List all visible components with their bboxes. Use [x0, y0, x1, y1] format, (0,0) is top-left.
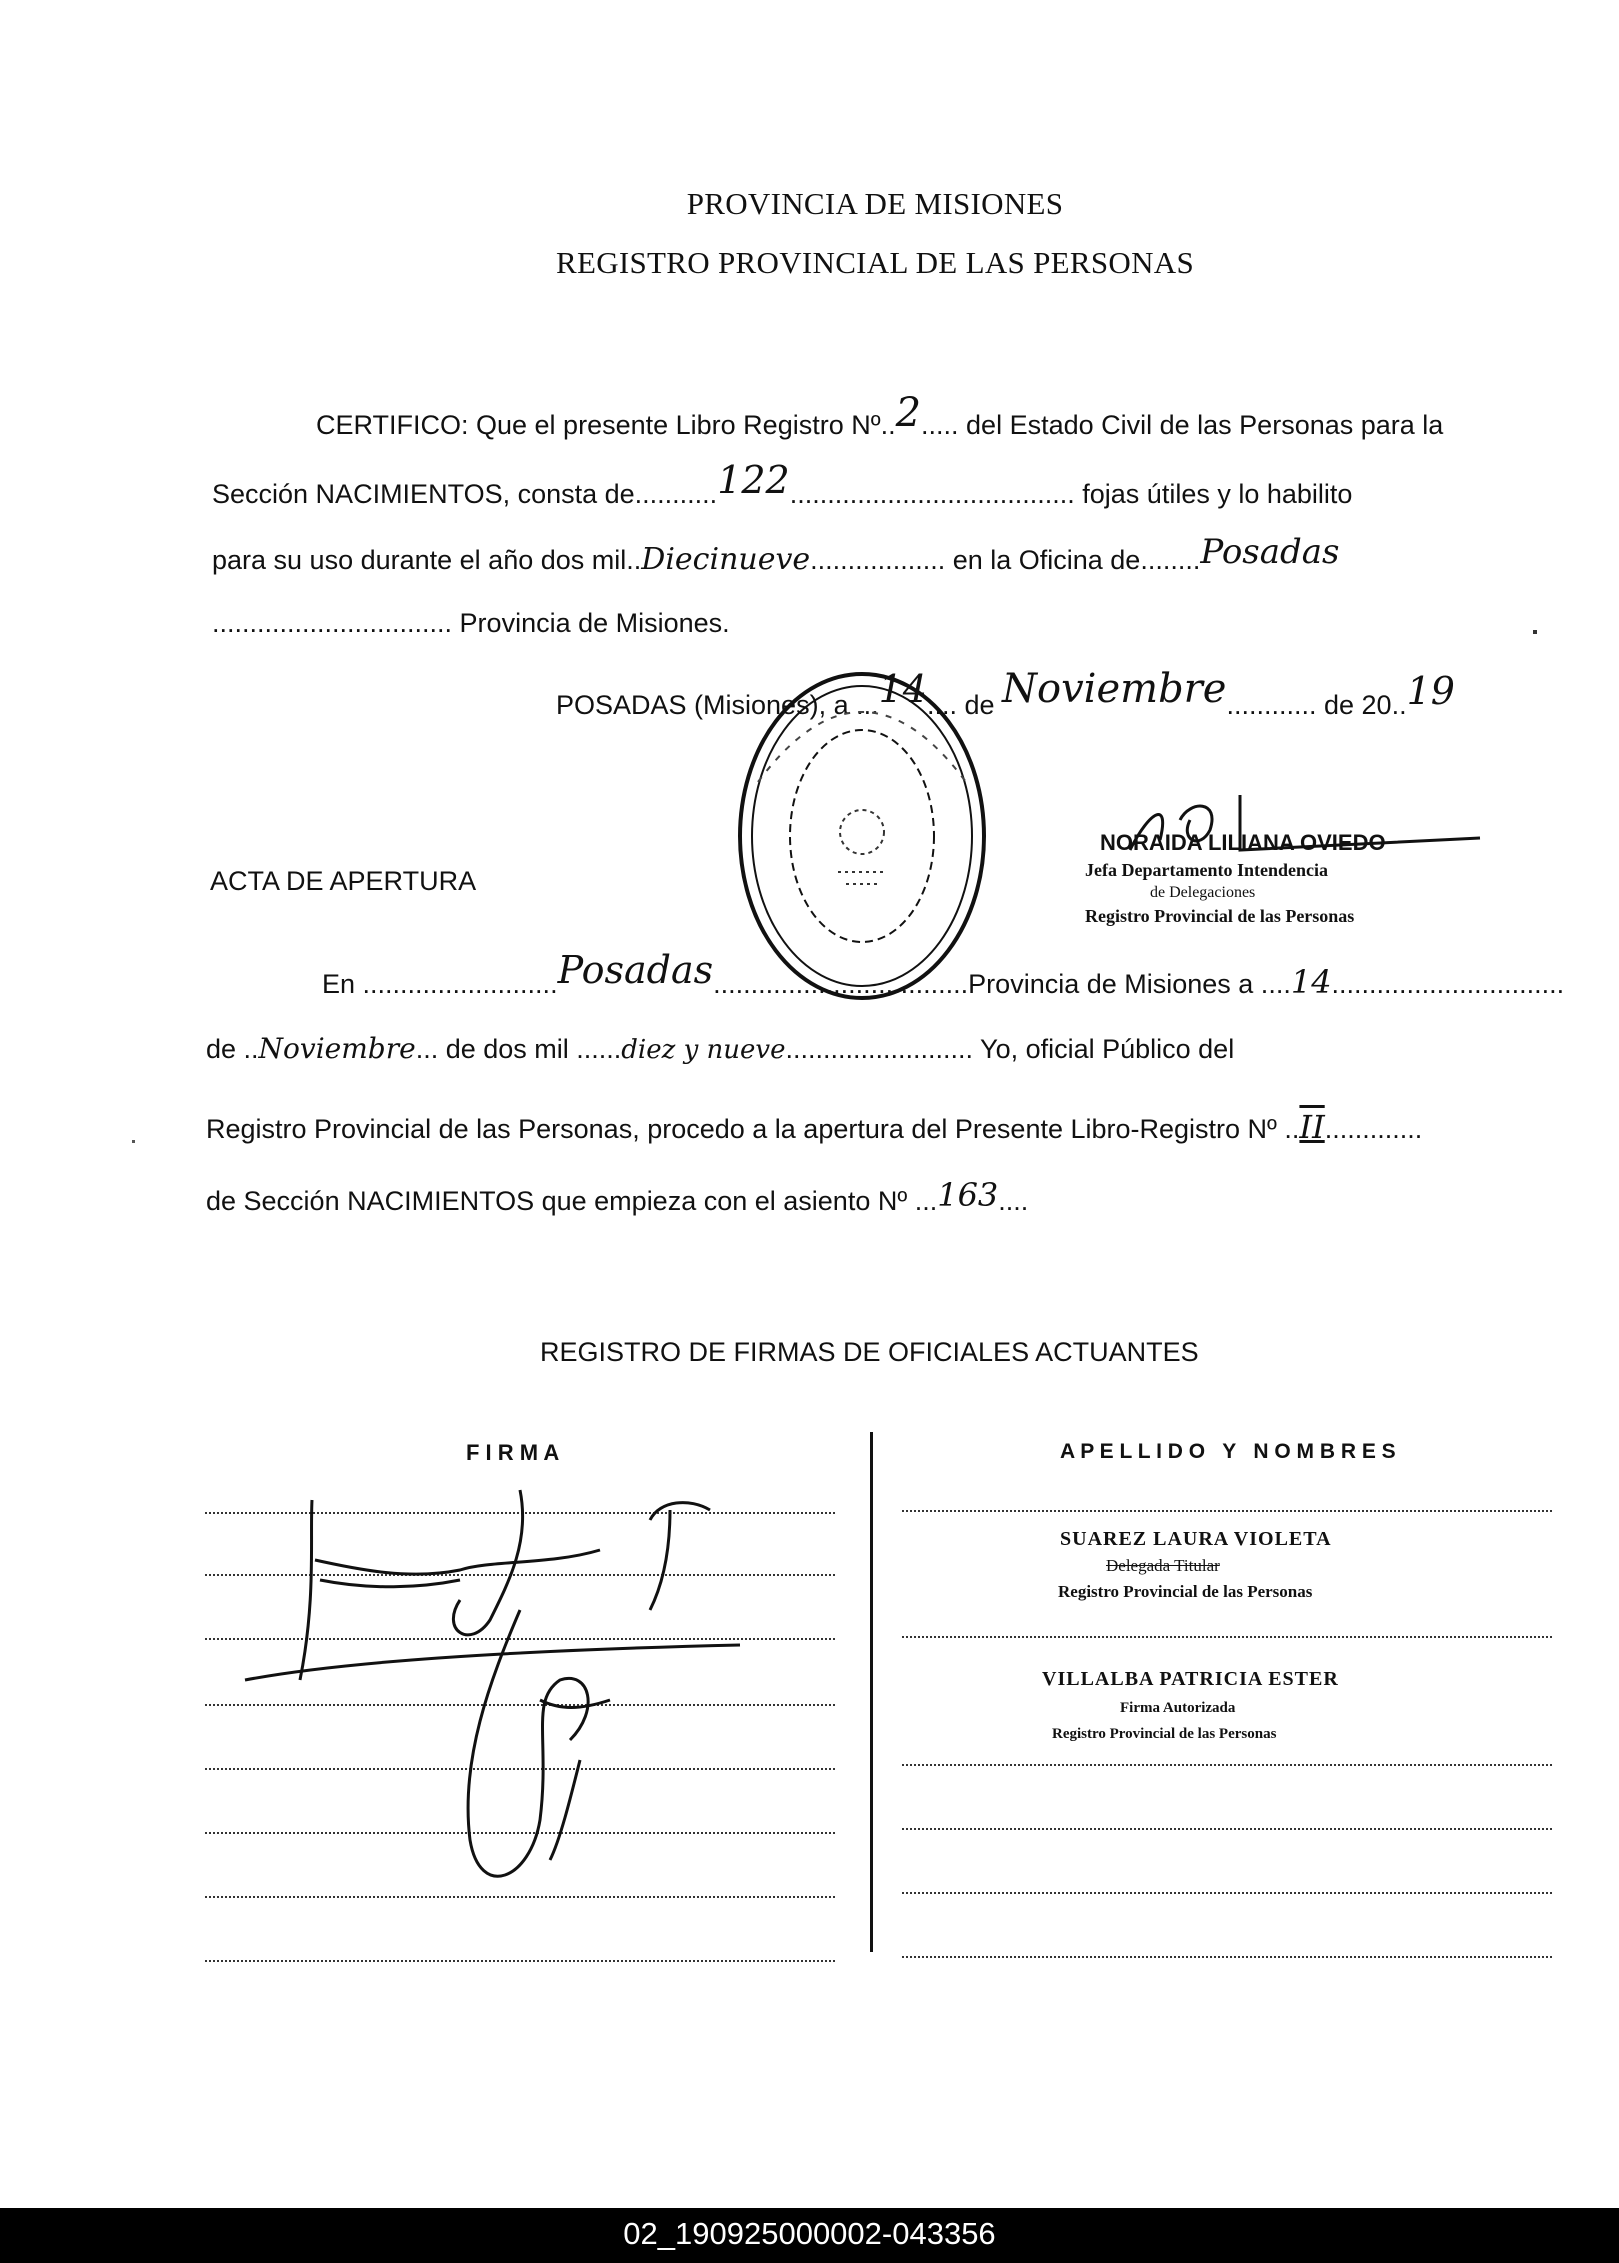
handwritten-month: Noviembre [1002, 666, 1227, 712]
acta-line-2-text-a: de .. [206, 1034, 259, 1064]
handwritten-asiento: 163 [937, 1176, 999, 1214]
acta-line-4-text-a: de Sección NACIMIENTOS que empieza con el asiento Nº ... [206, 1186, 938, 1216]
handwritten-acta-year: diez y nueve [621, 1035, 786, 1065]
cert-line-5-text-c: ............ de 20.. [1226, 690, 1407, 720]
column-divider [870, 1432, 873, 1952]
handwritten-year: 19 [1406, 669, 1455, 713]
cert-line-5-text-b: .... de [926, 690, 1002, 720]
official-1-registro: Registro Provincial de las Personas [1058, 1582, 1313, 1601]
apellido-rule-5 [902, 1892, 1552, 1894]
footer-code: 02_190925000002-043356 [623, 2216, 996, 2251]
cert-line-1 [316, 390, 1444, 444]
official-2-name: VILLALBA PATRICIA ESTER [1042, 1668, 1339, 1690]
handwritten-year-word: Diecinueve [641, 542, 811, 577]
cert-line-1-text-a: CERTIFICO: Que el presente Libro Registro Nº.. [316, 410, 896, 440]
cert-line-3-text-a: para su uso durante el año dos mil.. [212, 545, 642, 575]
cert-line-3-text-b: .................. en la Oficina de........ [810, 545, 1201, 575]
official-1-cargo: Delegada Titular [1106, 1556, 1220, 1575]
acta-line-4-text-b: .... [998, 1186, 1029, 1216]
firma-rule-8 [205, 1960, 835, 1962]
apellido-rule-6 [902, 1956, 1552, 1958]
signer-cargo-3: Registro Provincial de las Personas [1085, 906, 1355, 926]
acta-line-3-text-b: ............. [1324, 1114, 1423, 1144]
signer-cargo-1: Jefa Departamento Intendencia [1085, 860, 1328, 880]
signer-cargo-2: de Delegaciones [1150, 884, 1256, 901]
acta-line-1-text-c: ............................... [1331, 969, 1565, 999]
handwritten-acta-libro: II [1299, 1108, 1325, 1146]
handwritten-fojas: 122 [717, 458, 790, 502]
official-2-cargo: Firma Autorizada [1120, 1700, 1236, 1716]
handwritten-libro-number: 2 [895, 390, 922, 436]
acta-line-1 [322, 948, 1565, 1002]
handwritten-acta-month: Noviembre [258, 1032, 416, 1065]
signatures-firma [230, 1480, 770, 1900]
acta-line-3 [206, 1108, 1422, 1146]
acta-line-1-text-a: En .......................... [322, 969, 558, 999]
cert-line-1-text-b: ..... del Estado Civil de las Personas para la [921, 410, 1444, 440]
col-header-apellido: A P E L L I D O Y N O M B R E S [1060, 1440, 1396, 1463]
acta-line-2 [206, 1032, 1234, 1065]
signer-name: NORAIDA LILIANA OVIEDO [1100, 830, 1386, 855]
header-province: PROVINCIA DE MISIONES [686, 186, 1064, 221]
official-1-name: SUAREZ LAURA VIOLETA [1060, 1528, 1332, 1550]
handwritten-acta-place: Posadas [557, 948, 714, 992]
cert-line-5 [556, 666, 1455, 724]
handwritten-office: Posadas [1200, 532, 1340, 572]
acta-line-3-text-a: Registro Provincial de las Personas, procedo a la apertura del Presente Libro-Registro Nº .. [206, 1114, 1300, 1144]
scan-speck-2 [1533, 630, 1537, 634]
header-registry: REGISTRO PROVINCIAL DE LAS PERSONAS [555, 245, 1195, 280]
col-header-firma: F I R M A [466, 1440, 560, 1465]
official-2-registro: Registro Provincial de las Personas [1052, 1726, 1277, 1742]
apellido-rule-1 [902, 1510, 1552, 1512]
acta-line-2-text-b: ... de dos mil ...... [415, 1034, 622, 1064]
acta-line-4 [206, 1176, 1029, 1218]
apellido-rule-3 [902, 1764, 1552, 1766]
registro-title: REGISTRO DE FIRMAS DE OFICIALES ACTUANTES [540, 1337, 1199, 1367]
cert-line-2 [212, 458, 1353, 512]
apellido-rule-4 [902, 1828, 1552, 1830]
cert-line-2-text-a: Sección NACIMIENTOS, consta de........... [212, 479, 718, 509]
apellido-rule-2 [902, 1636, 1552, 1638]
cert-line-3 [212, 532, 1340, 578]
scan-speck [132, 1140, 135, 1143]
acta-line-1-text-b: ..................................Provincia de Misiones a .... [713, 969, 1291, 999]
cert-line-5-text-a: POSADAS (Misiones), a ... [556, 690, 879, 720]
acta-line-2-text-c: ......................... Yo, oficial Público del [785, 1034, 1235, 1064]
acta-title: ACTA DE APERTURA [210, 866, 477, 896]
cert-line-4: ................................ Provincia de Misiones. [212, 608, 730, 638]
handwritten-acta-day: 14 [1290, 963, 1332, 1001]
footer-bar [0, 2208, 1619, 2263]
cert-line-2-text-b: ...................................... fojas útiles y lo habilito [789, 479, 1353, 509]
handwritten-day: 14 [878, 667, 927, 711]
